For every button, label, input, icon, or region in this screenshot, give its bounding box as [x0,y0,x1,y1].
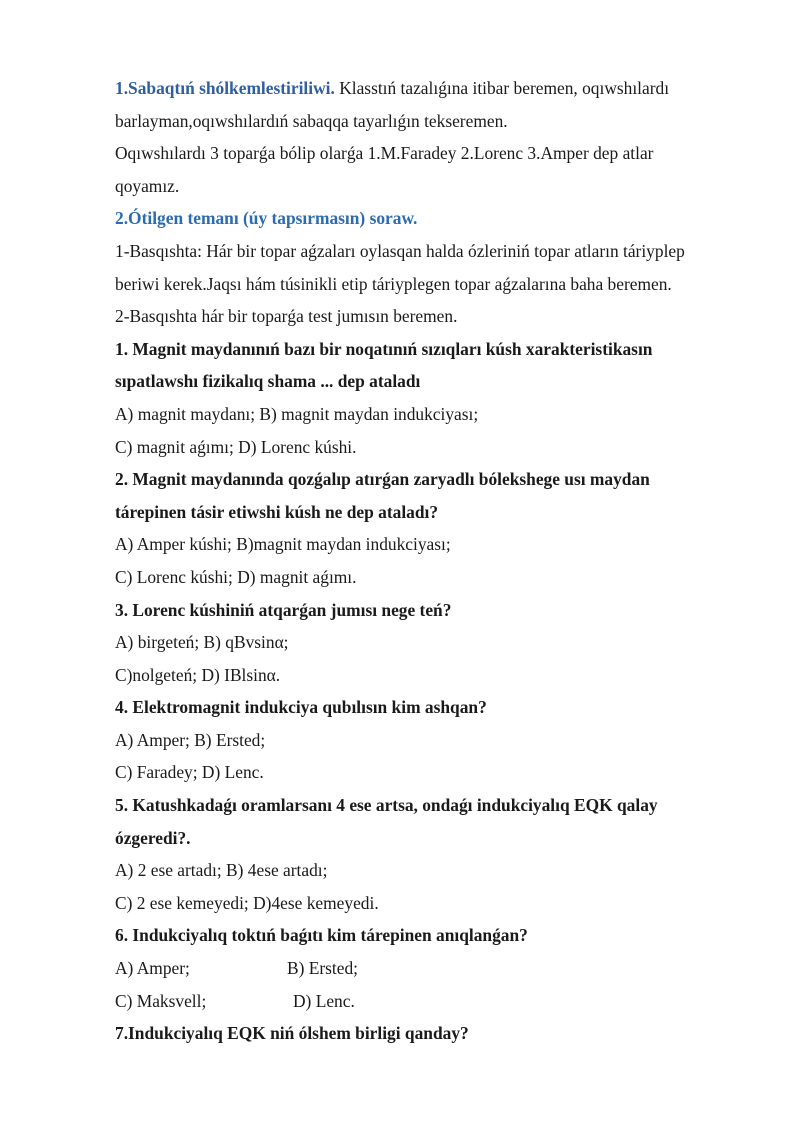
intro-line-3: Oqıwshılardı 3 toparǵa bólip olarǵa 1.M.Faradey 2.Lorenc 3.Amper dep atlar [115,143,654,164]
intro-line-2: barlayman,oqıwshılardıń sabaqqa tayarlıǵın tekseremen. [115,110,508,131]
section-heading-1: 1.Sabaqtıń shólkemlestiriliwi. [115,78,335,98]
question-3-answers-1: A) birgeteń; B) qBvsinα; [115,632,289,653]
question-6-option-c: C) Maksvell; [115,990,207,1011]
question-6-answers-2 [115,985,740,1018]
question-2-answers-1: A) Amper kúshi; B)magnit maydan indukciyası; [115,534,451,555]
question-7-line-1: 7.Indukciyalıq EQK niń ólshem birligi qanday? [115,1023,469,1044]
intro-line-1 [115,72,740,105]
question-6-answers-1 [115,952,740,985]
question-2-line-1: 2. Magnit maydanında qozǵalıp atırǵan zaryadlı bólekshege usı maydan [115,469,650,490]
stage-2-line: 2-Basqıshta hár bir toparǵa test jumısın beremen. [115,306,458,327]
intro-line-4: qoyamız. [115,175,180,196]
question-4-answers-1: A) Amper; B) Ersted; [115,729,266,750]
question-1-answers-2: C) magnit aǵımı; D) Lorenc kúshi. [115,436,357,457]
section-heading-2: 2.Ótilgen temanı (úy tapsırmasın) soraw. [115,208,418,229]
question-4-answers-2: C) Faradey; D) Lenc. [115,762,264,783]
question-2-answers-2: C) Lorenc kúshi; D) magnit aǵımı. [115,566,357,587]
question-5-answers-1: A) 2 ese artadı; B) 4ese artadı; [115,860,328,881]
question-5-answers-2: C) 2 ese kemeyedi; D)4ese kemeyedi. [115,892,379,913]
question-5-line-1: 5. Katushkadaǵı oramlarsanı 4 ese artsa, ondaǵı indukciyalıq EQK qalay [115,795,658,816]
question-3-line-1: 3. Lorenc kúshiniń atqarǵan jumısı nege teń? [115,599,452,620]
question-3-answers-2: C)nolgeteń; D) IBlsinα. [115,664,281,685]
stage-1-line-2: beriwi kerek.Jaqsı hám túsinikli etip táriyplegen topar aǵzalarına baha beremen. [115,273,672,294]
question-4-line-1: 4. Elektromagnit indukciya qubılısın kim ashqan? [115,697,487,718]
stage-1-line-1: 1-Basqıshta: Hár bir topar aǵzaları oylasqan halda ózleriniń topar atların táriyplep [115,240,685,261]
intro-text: Klasstıń tazalıǵına itibar beremen, oqıwshılardı [334,78,670,98]
question-6-option-d: D) Lenc. [293,990,355,1011]
question-1-answers-1: A) magnit maydanı; B) magnit maydan indukciyası; [115,403,479,424]
question-6-line-1: 6. Indukciyalıq toktıń baǵıtı kim tárepinen anıqlanǵan? [115,925,528,946]
question-5-line-2: ózgeredi?. [115,827,191,848]
question-6-option-b: B) Ersted; [287,958,358,979]
question-6-option-a: A) Amper; [115,958,190,979]
question-1-line-1: 1. Magnit maydanınıń bazı bir noqatınıń sızıqları kúsh xarakteristikasın [115,338,653,359]
question-2-line-2: tárepinen tásir etiwshi kúsh ne dep ataladı? [115,501,439,522]
question-1-line-2: sıpatlawshı fizikalıq shama ... dep ataladı [115,371,421,392]
